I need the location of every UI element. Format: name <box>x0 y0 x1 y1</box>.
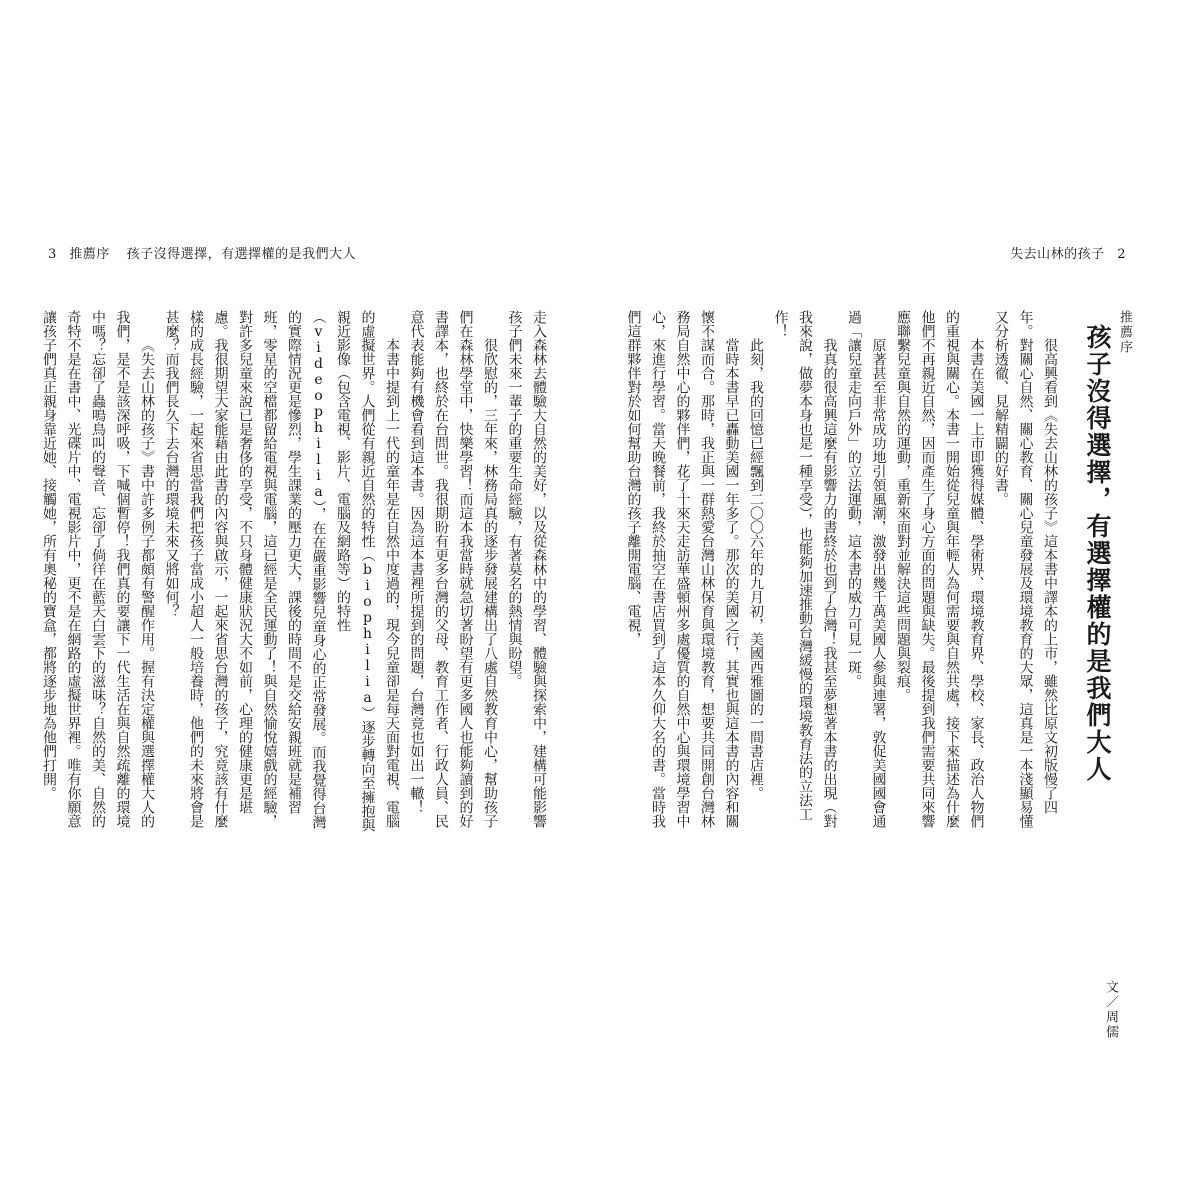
left-paragraph: 本書中提到上一代的童年是在自然中度過的，現今兒童卻是每天面對電視、電腦的虛擬世界。人們從有親近自然的特性（biophilia）逐步轉向至擁抱與親近影像（包含電視、影片、電腦及網路等）的特性（videophilia），在在嚴重影響兒童身心的正常發展。而我覺得台灣的實際情況更是慘烈，學生課業的壓力更大，課後的時間不是交給安親班就是補習班，零星的空檔都留給電視與電腦，這已經是全民運動了！與自然愉悅嬉戲的經驗，對許多兒童來說已是奢侈的享受，不只身體健康狀況大不如前，心理的健康更是堪慮。我很期望大家能藉由此書的內容與啟示，一起來省思台灣的孩子，究竟該有什麼樣的成長經驗，一起來省思當我們把孩子當成小超人一般培養時，他們的未來將會是甚麼？而我們長久下去台灣的環境未來又將如何？ <box>163 310 400 832</box>
left-paragraph: 《失去山林的孩子》書中許多例子都頗有警醒作用。握有決定權與選擇權大人的我們，是不是該深呼吸，下喊個暫停！我們真的要讓下一代生活在與自然疏離的環境中嗎？忘卻了蟲鳴鳥叫的聲音、忘卻了倘徉在藍天白雲下的滋味？自然的美、自然的奇特不是在書中、光碟片中、電視影片中，更不是在網路的虛擬世界裡。唯有你願意讓孩子們真正親身靠近她、接觸她，所有奧秘的寶盒，都將逐步地為他們打開。 <box>41 310 155 828</box>
left-running-head-chapter: 孩子沒得選擇，有選擇權的是我們大人 <box>126 247 357 262</box>
chapter-title-block <box>1079 310 1134 870</box>
left-running-head-section: 推薦序 <box>69 247 110 262</box>
right-paragraph: 本書在美國一上市即獲得媒體、學術界、環境教育界、學校、家長、政治人物們的重視與關心。本書一開始從兒童與年輕人為何需要與自然共處，接下來描述為什麼他們不再親近自然，因而產生了身心方面的問題與缺失。最後提到我們需要共同來響應聯繫兒童與自然的運動，重新來面對並解決這些問題與裂痕。 <box>895 310 985 828</box>
right-page <box>591 0 1182 1182</box>
right-running-head <box>1010 243 1134 262</box>
right-paragraph: 原著甚至非常成功地引領風潮，激發出幾千萬美國人參與連署，敦促美國國會通過「讓兒童走向戶外」的立法運動，這本書的威力可見一斑。 <box>846 310 887 828</box>
right-paragraph: 當時本書早已轟動美國一年多了。那次的美國之行，其實也與這本書的內容和關懷不謀而合。那時，我正與一群熱愛台灣山林保育與環境教育，想要共同開創台灣林務局自然中心的夥伴們，花了十來天走訪華盛頓州多處優質的自然中心與環境學習中心，來進行學習。當天晚餐前，我終於抽空在書店買到了這本久仰大名的書。當時我們這群夥伴對於如何幫助台灣的孩子離開電腦、電視， <box>625 310 740 828</box>
right-running-head-book-title: 失去山林的孩子 <box>1010 247 1105 262</box>
left-page-body <box>41 310 551 840</box>
left-paragraph: 很欣慰的，三年來，林務局真的逐步發展建構出了八處自然教育中心，幫助孩子們在森林學堂中，快樂學習！而這本我當時就急切著盼望有更多國人也能夠讀到的好書譯本，也終於在台問世。我很期盼有更多台灣的父母、教育工作者、行政人員、民意代表能夠有機會看到這本書。因為這本書裡所提到的問題，台灣竟也如出一轍！ <box>408 310 498 828</box>
right-paragraph: 很高興看到《失去山林的孩子》這本書中譯本的上市，雖然比原文初版慢了四年。對關心自然、關心教育、關心兒童發展及環境教育的大眾，這真是一本淺顯易懂又分析透徹、見解精闢的好書。 <box>993 310 1058 828</box>
right-paragraph: 我真的很高興這麼有影響力的書終於也到了台灣！我甚至夢想著本書的出現（對我來說，做夢本身也是一種享受），也能夠加速推動台灣緩慢的環境教育法的立法工作！ <box>772 310 838 828</box>
right-page-number: 2 <box>1117 247 1126 262</box>
section-label: 推薦序 <box>1117 310 1132 355</box>
chapter-title: 孩子沒得選擇，有選擇權的是我們大人 <box>1083 324 1112 783</box>
left-paragraph: 走入森林去體驗大自然的美好，以及從森林中的學習、體驗與探索中，建構可能影響孩子們未來一輩子的重要生命經驗，有著莫名的熱情與盼望。 <box>506 310 547 828</box>
right-page-body <box>622 310 1062 840</box>
author-byline: 文／周儒 <box>1103 980 1118 1040</box>
right-paragraph: 此刻，我的回憶已經飄到二〇〇六年的九月初，美國西雅圖的一間書店裡。 <box>748 338 764 800</box>
left-running-head <box>40 243 356 262</box>
left-page-number: 3 <box>48 247 57 262</box>
